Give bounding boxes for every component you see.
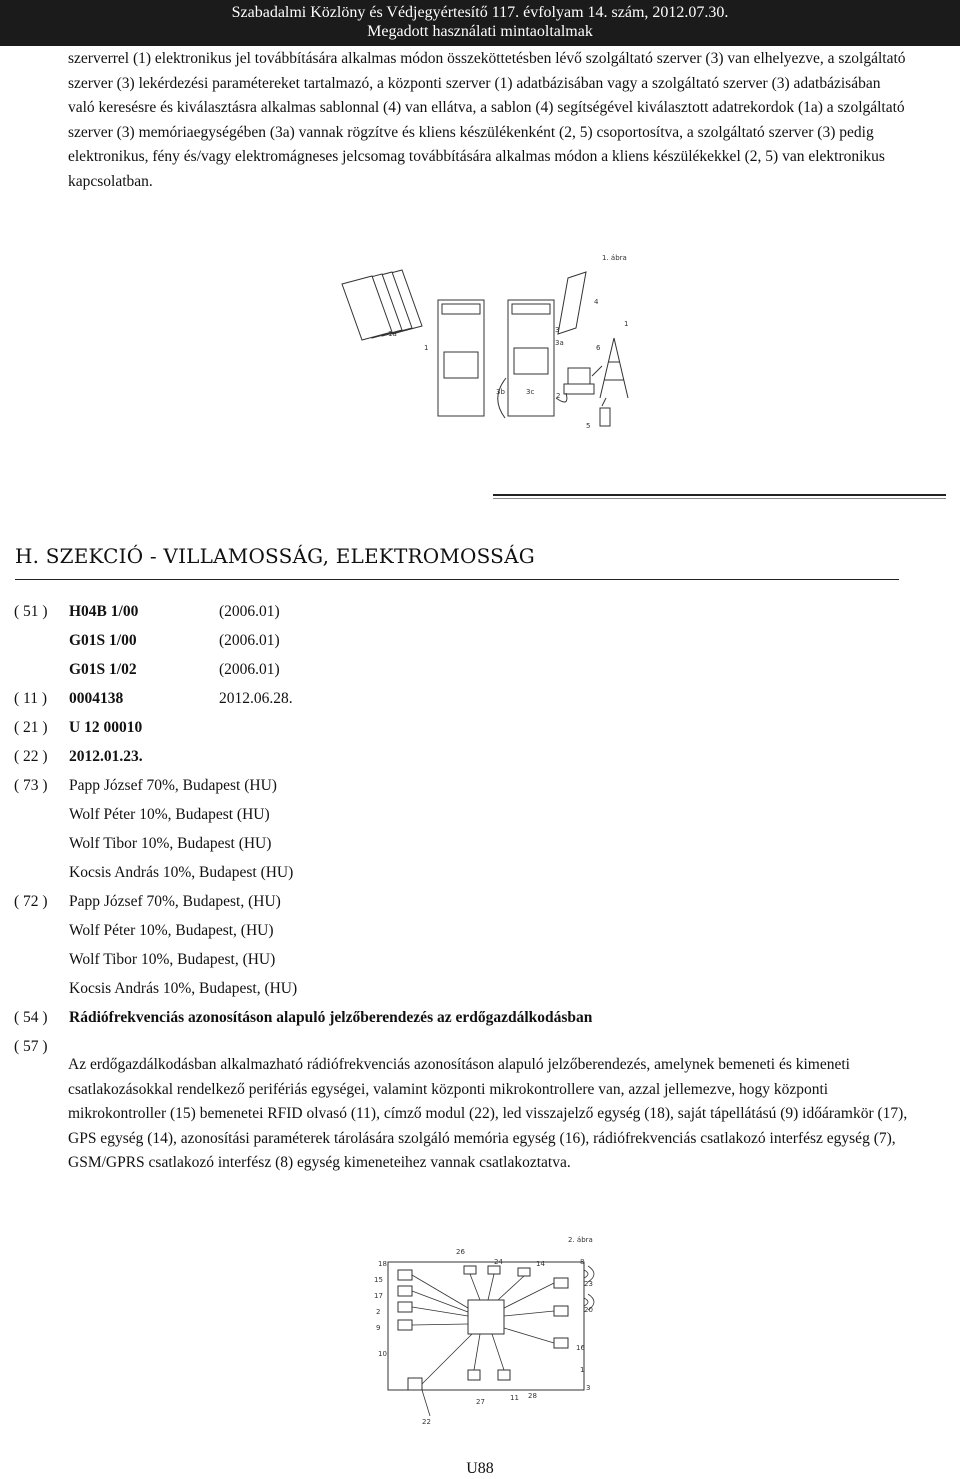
fig2-label: 16	[576, 1344, 585, 1352]
inid-code: ( 72 )	[14, 893, 48, 910]
biblio-value: Kocsis András 10%, Budapest, (HU)	[69, 980, 298, 997]
biblio-value: Wolf Péter 10%, Budapest, (HU)	[69, 922, 274, 939]
intro-paragraph: szerverrel (1) elektronikus jel továbbítására alkalmas módon összeköttetésben lévő szolgáltató szerver (3) van elhelyezve, a szolgáltató szerver (3) lekérdezési paramétereket tartalmazó, a központi szerver (1) adatbázisában vagy a szolgáltató szerver (3) adatbázisában való keresésre és kiválasztásra alkalmas sablonnal (4) van ellátva, a sablon (4) segítségével kiválasztott adatrekordok (1a) a szolgáltató szerver (3) memóriaegységében (3a) vannak rögzítve és kliens készülékenként (2, 5) csoportosítva, a szolgáltató szerver (3) pedig elektronikus, fény és/vagy elektromágneses jelcsomag továbbítására alkalmas módon a kliens készülékekkel (2, 5) van elektronikus kapcsolatban.	[68, 50, 906, 190]
biblio-value: Kocsis András 10%, Budapest (HU)	[69, 864, 294, 881]
fig1-label: 3a	[555, 339, 564, 347]
biblio-value: Wolf Tibor 10%, Budapest (HU)	[69, 835, 272, 852]
fig2-label: 17	[374, 1292, 383, 1300]
inid-code: ( 51 )	[14, 603, 48, 620]
fig2-label: 24	[494, 1258, 503, 1266]
fig1-label: 3b	[496, 388, 505, 396]
biblio-value: Wolf Tibor 10%, Budapest, (HU)	[69, 951, 276, 968]
fig2-label: 23	[584, 1280, 593, 1288]
biblio-extra: (2006.01)	[219, 632, 280, 649]
fig2-label: 9	[376, 1324, 381, 1332]
fig1-label: 1	[424, 344, 429, 352]
fig2-label: 20	[584, 1306, 593, 1314]
figure-1-caption: 1. ábra	[602, 254, 627, 262]
fig1-label: 1	[624, 320, 629, 328]
biblio-value: Wolf Péter 10%, Budapest (HU)	[69, 806, 270, 823]
biblio-extra: (2006.01)	[219, 603, 280, 620]
fig2-label: 28	[528, 1392, 537, 1400]
fig2-label: 10	[378, 1350, 387, 1358]
inid-code: ( 54 )	[14, 1009, 48, 1026]
fig2-label: 1	[580, 1366, 585, 1374]
divider-line	[493, 498, 946, 499]
fig2-label: 14	[536, 1260, 545, 1268]
section-title: H. SZEKCIÓ - VILLAMOSSÁG, ELEKTROMOSSÁG	[15, 544, 535, 568]
biblio-value: H04B 1/00	[69, 603, 139, 620]
figure-1-drawing	[330, 248, 650, 438]
fig1-label: 3c	[526, 388, 535, 396]
biblio-value: G01S 1/02	[69, 661, 137, 678]
fig2-label: 26	[456, 1248, 465, 1256]
figure-2-caption: 2. ábra	[568, 1236, 593, 1244]
abstract-text: Az erdőgazdálkodásban alkalmazható rádiófrekvenciás azonosításon alapuló jelzőberendezés, amelynek bemeneti és kimeneti csatlakozásokkal rendelkező perifériás egységei, valamint központi mikrokontrollere van, azzal jellemezve, hogy központi mikrokontroller (15) bemenetei RFID olvasó (11), címző modul (22), led visszajelző egység (18), saját tápellátású (9) időáramkör (17), GPS egység (14), azonosítási paraméterek tárolására szolgáló memória egység (16), rádiófrekvenciás csatlakozó interfész egység (7), GSM/GPRS csatlakozó interfész (8) egység kimeneteihez vannak csatlakoztatva.	[68, 1056, 908, 1171]
fig1-label: 5	[586, 422, 591, 430]
fig2-label: 22	[422, 1418, 431, 1426]
biblio-extra: 2012.06.28.	[219, 690, 293, 707]
biblio-extra: (2006.01)	[219, 661, 280, 678]
page-number: U88	[466, 1460, 494, 1477]
section-subtitle: Megadott használati mintaoltalmak	[367, 23, 593, 40]
divider-line	[493, 494, 946, 496]
fig1-label: 1a	[388, 330, 397, 338]
inid-code: ( 11 )	[14, 690, 47, 707]
fig2-label: 11	[510, 1394, 519, 1402]
fig2-label: 15	[374, 1276, 383, 1284]
section-underline	[15, 579, 899, 580]
invention-title: Rádiófrekvenciás azonosításon alapuló jelzőberendezés az erdőgazdálkodásban	[69, 1009, 593, 1026]
inid-code: ( 21 )	[14, 719, 48, 736]
biblio-value: 0004138	[69, 690, 124, 707]
figure-1	[330, 248, 650, 438]
biblio-value: U 12 00010	[69, 719, 143, 736]
fig1-label: 4	[594, 298, 599, 306]
fig1-label: 6	[596, 344, 601, 352]
fig1-label: 3	[555, 326, 560, 334]
fig2-label: 3	[586, 1384, 591, 1392]
inid-code: ( 73 )	[14, 777, 48, 794]
biblio-value: 2012.01.23.	[69, 748, 143, 765]
fig2-label: 2	[376, 1308, 381, 1316]
biblio-value: Papp József 70%, Budapest, (HU)	[69, 893, 281, 910]
figure-2-drawing	[368, 1228, 608, 1428]
biblio-value: G01S 1/00	[69, 632, 137, 649]
biblio-value: Papp József 70%, Budapest (HU)	[69, 777, 277, 794]
fig2-label: 8	[580, 1258, 585, 1266]
journal-title: Szabadalmi Közlöny és Védjegyértesítő 117. évfolyam 14. szám, 2012.07.30.	[231, 4, 729, 21]
fig2-label: 27	[476, 1398, 485, 1406]
fig2-label: 18	[378, 1260, 387, 1268]
figure-2	[368, 1228, 608, 1428]
inid-code: ( 57 )	[14, 1038, 48, 1055]
fig1-label: 2	[556, 392, 561, 400]
journal-header	[0, 0, 960, 46]
inid-code: ( 22 )	[14, 748, 48, 765]
